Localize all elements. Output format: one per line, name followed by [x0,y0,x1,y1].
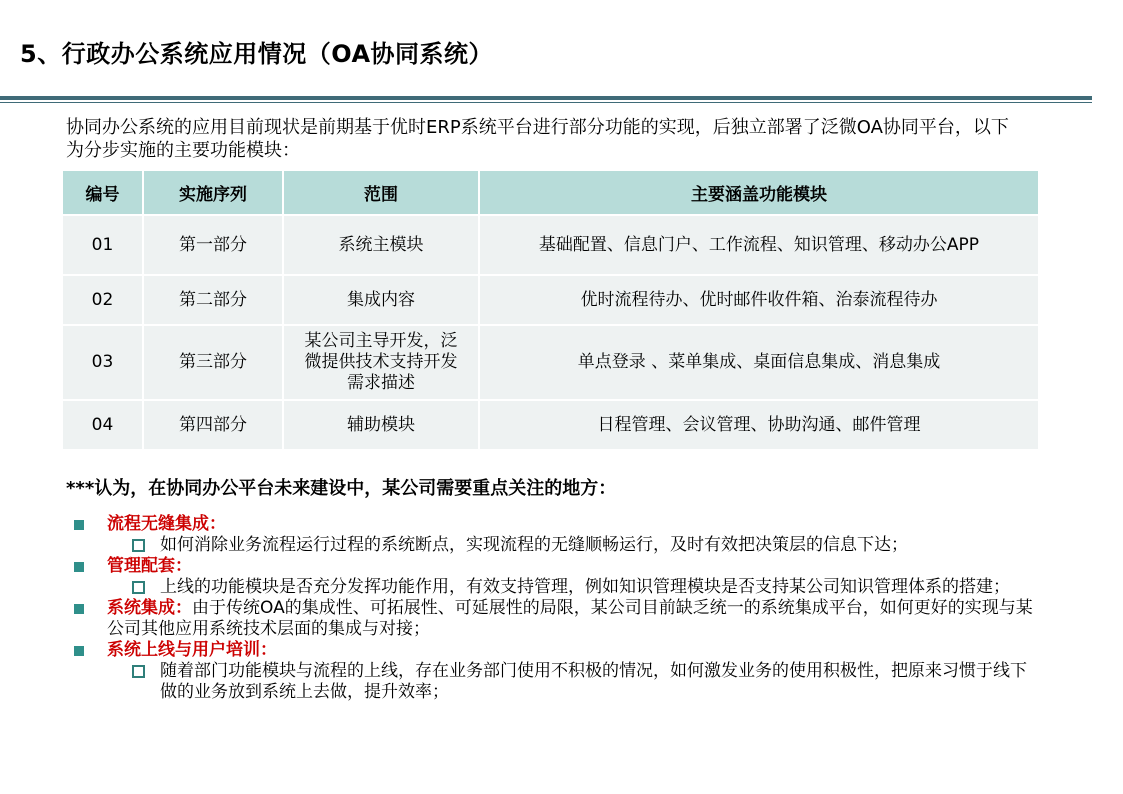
hollow-square-bullet-icon [132,539,145,552]
cell-modules: 单点登录 、菜单集成、桌面信息集成、消息集成 [479,325,1038,400]
table-row [63,215,1038,275]
cell-scope: 集成内容 [283,275,479,325]
cell-scope: 系统主模块 [283,215,479,275]
cell-scope: 某公司主导开发，泛微提供技术支持开发需求描述 [283,325,479,400]
square-bullet-icon [74,646,84,656]
header-scope: 范围 [283,171,479,215]
sub-item [74,661,1034,703]
cell-number: 01 [63,215,143,275]
point-label: 流程无缝集成： [107,514,226,534]
list-item [74,640,1034,661]
table-row [63,275,1038,325]
header-sequence: 实施序列 [143,171,283,215]
cell-sequence: 第四部分 [143,400,283,450]
list-item [74,514,1034,535]
cell-number: 02 [63,275,143,325]
sub-item [74,535,1034,556]
square-bullet-icon [74,604,84,614]
cell-sequence: 第一部分 [143,215,283,275]
sub-item-text: 如何消除业务流程运行过程的系统断点，实现流程的无缝顺畅运行，及时有效把决策层的信息下达； [160,535,908,555]
cell-modules: 日程管理、会议管理、协助沟通、邮件管理 [479,400,1038,450]
title-divider-thick [0,96,1092,100]
point-label: 管理配套： [107,556,192,576]
table-row [63,400,1038,450]
hollow-square-bullet-icon [132,581,145,594]
cell-number: 03 [63,325,143,400]
point-label: 系统集成： [107,598,192,618]
cell-number: 04 [63,400,143,450]
focus-heading: ***认为，在协同办公平台未来建设中，某公司需要重点关注的地方： [66,478,617,499]
header-modules: 主要涵盖功能模块 [479,171,1038,215]
focus-points [74,514,1034,703]
point-label: 系统上线与用户培训： [107,640,277,660]
cell-modules: 基础配置、信息门户、工作流程、知识管理、移动办公APP [479,215,1038,275]
cell-scope: 辅助模块 [283,400,479,450]
title-divider-thin [0,102,1092,103]
table-row [63,325,1038,400]
square-bullet-icon [74,520,84,530]
sub-item-text: 上线的功能模块是否充分发挥功能作用，有效支持管理，例如知识管理模块是否支持某公司知识管理体系的搭建； [160,577,1010,597]
cell-sequence: 第二部分 [143,275,283,325]
square-bullet-icon [74,562,84,572]
page-title: 5、行政办公系统应用情况（OA协同系统） [20,40,494,68]
point-text: 由于传统OA的集成性、可拓展性、可延展性的局限，某公司目前缺乏统一的系统集成平台，如何更好的实现与某公司其他应用系统技术层面的集成与对接； [107,598,1033,639]
cell-sequence: 第三部分 [143,325,283,400]
sub-item-text: 随着部门功能模块与流程的上线，存在业务部门使用不积极的情况，如何激发业务的使用积极性，把原来习惯于线下做的业务放到系统上去做，提升效率； [160,661,1027,702]
intro-paragraph: 协同办公系统的应用目前现状是前期基于优时ERP系统平台进行部分功能的实现，后独立部署了泛微OA协同平台，以下为分步实施的主要功能模块： [66,117,1009,161]
modules-table [63,171,1038,451]
header-number: 编号 [63,171,143,215]
list-item [74,598,1034,640]
sub-item [74,577,1034,598]
table-header-row [63,171,1038,215]
cell-modules: 优时流程待办、优时邮件收件箱、治泰流程待办 [479,275,1038,325]
hollow-square-bullet-icon [132,665,145,678]
list-item [74,556,1034,577]
